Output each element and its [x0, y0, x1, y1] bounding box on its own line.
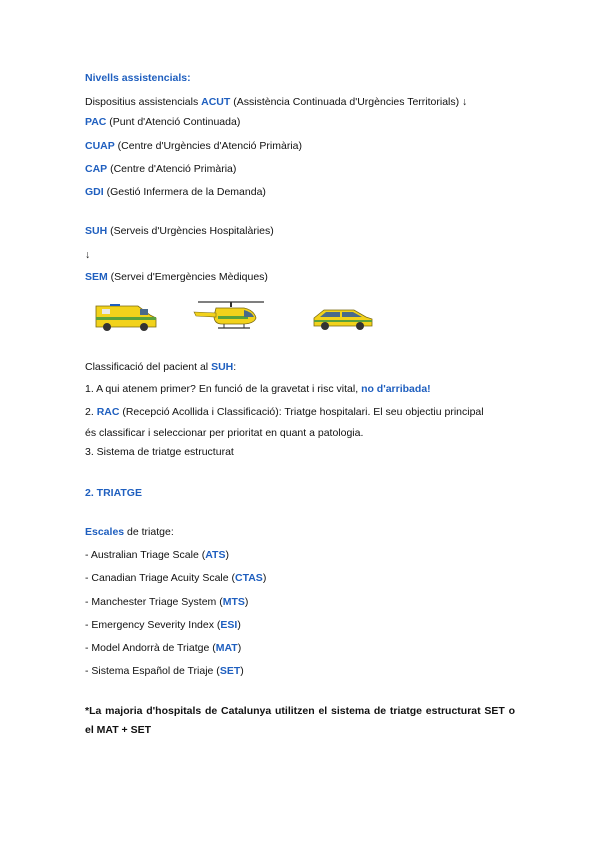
down-arrow: ↓	[85, 249, 91, 261]
car-icon	[310, 304, 376, 332]
sem-line: SEM (Servei d'Emergències Mèdiques)	[85, 271, 268, 283]
helicopter-icon	[192, 298, 270, 330]
catalunya-note: *La majoria d'hospitals de Catalunya utilitzen el sistema de triatge estructurat SET o el MAT + SET	[85, 705, 515, 736]
triage-heading: 2. TRIATGE	[85, 487, 142, 499]
scale-item-esi: - Emergency Severity Index (ESI)	[85, 619, 241, 631]
section-heading-nivells: Nivells assistencials:	[85, 72, 191, 84]
scales-intro: Escales de triatge:	[85, 526, 174, 538]
classification-item-3: 3. Sistema de triatge estructurat	[85, 446, 234, 458]
scale-item-ctas: - Canadian Triage Acuity Scale (CTAS)	[85, 572, 267, 584]
classification-item-1: 1. A qui atenem primer? En funció de la gravetat i risc vital, no d'arribada!	[85, 383, 431, 395]
level-item-pac: PAC (Punt d'Atenció Continuada)	[85, 116, 241, 128]
classification-item-2: 2. RAC (Recepció Acollida i Classificació): Triatge hospitalari. El seu objectiu principal	[85, 406, 484, 418]
level-item-gdi: GDI (Gestió Infermera de la Demanda)	[85, 186, 266, 198]
classification-intro: Classificació del pacient al SUH:	[85, 361, 237, 373]
level-item-cuap: CUAP (Centre d'Urgències d'Atenció Primària)	[85, 140, 303, 152]
scale-item-ats: - Australian Triage Scale (ATS)	[85, 549, 229, 561]
acut-line: Dispositius assistencials ACUT (Assistència Continuada d'Urgències Territorials) ↓	[85, 96, 468, 108]
scale-item-mts: - Manchester Triage System (MTS)	[85, 596, 249, 608]
suh-line: SUH (Serveis d'Urgències Hospitalàries)	[85, 225, 274, 237]
emergency-vehicles	[88, 298, 388, 334]
scale-item-mat: - Model Andorrà de Triatge (MAT)	[85, 642, 242, 654]
classification-item-2-cont: és classificar i seleccionar per prioritat en quant a patologia.	[85, 427, 364, 439]
scale-item-set: - Sistema Español de Triaje (SET)	[85, 665, 244, 677]
level-item-cap: CAP (Centre d'Atenció Primària)	[85, 163, 237, 175]
ambulance-icon	[92, 302, 160, 332]
